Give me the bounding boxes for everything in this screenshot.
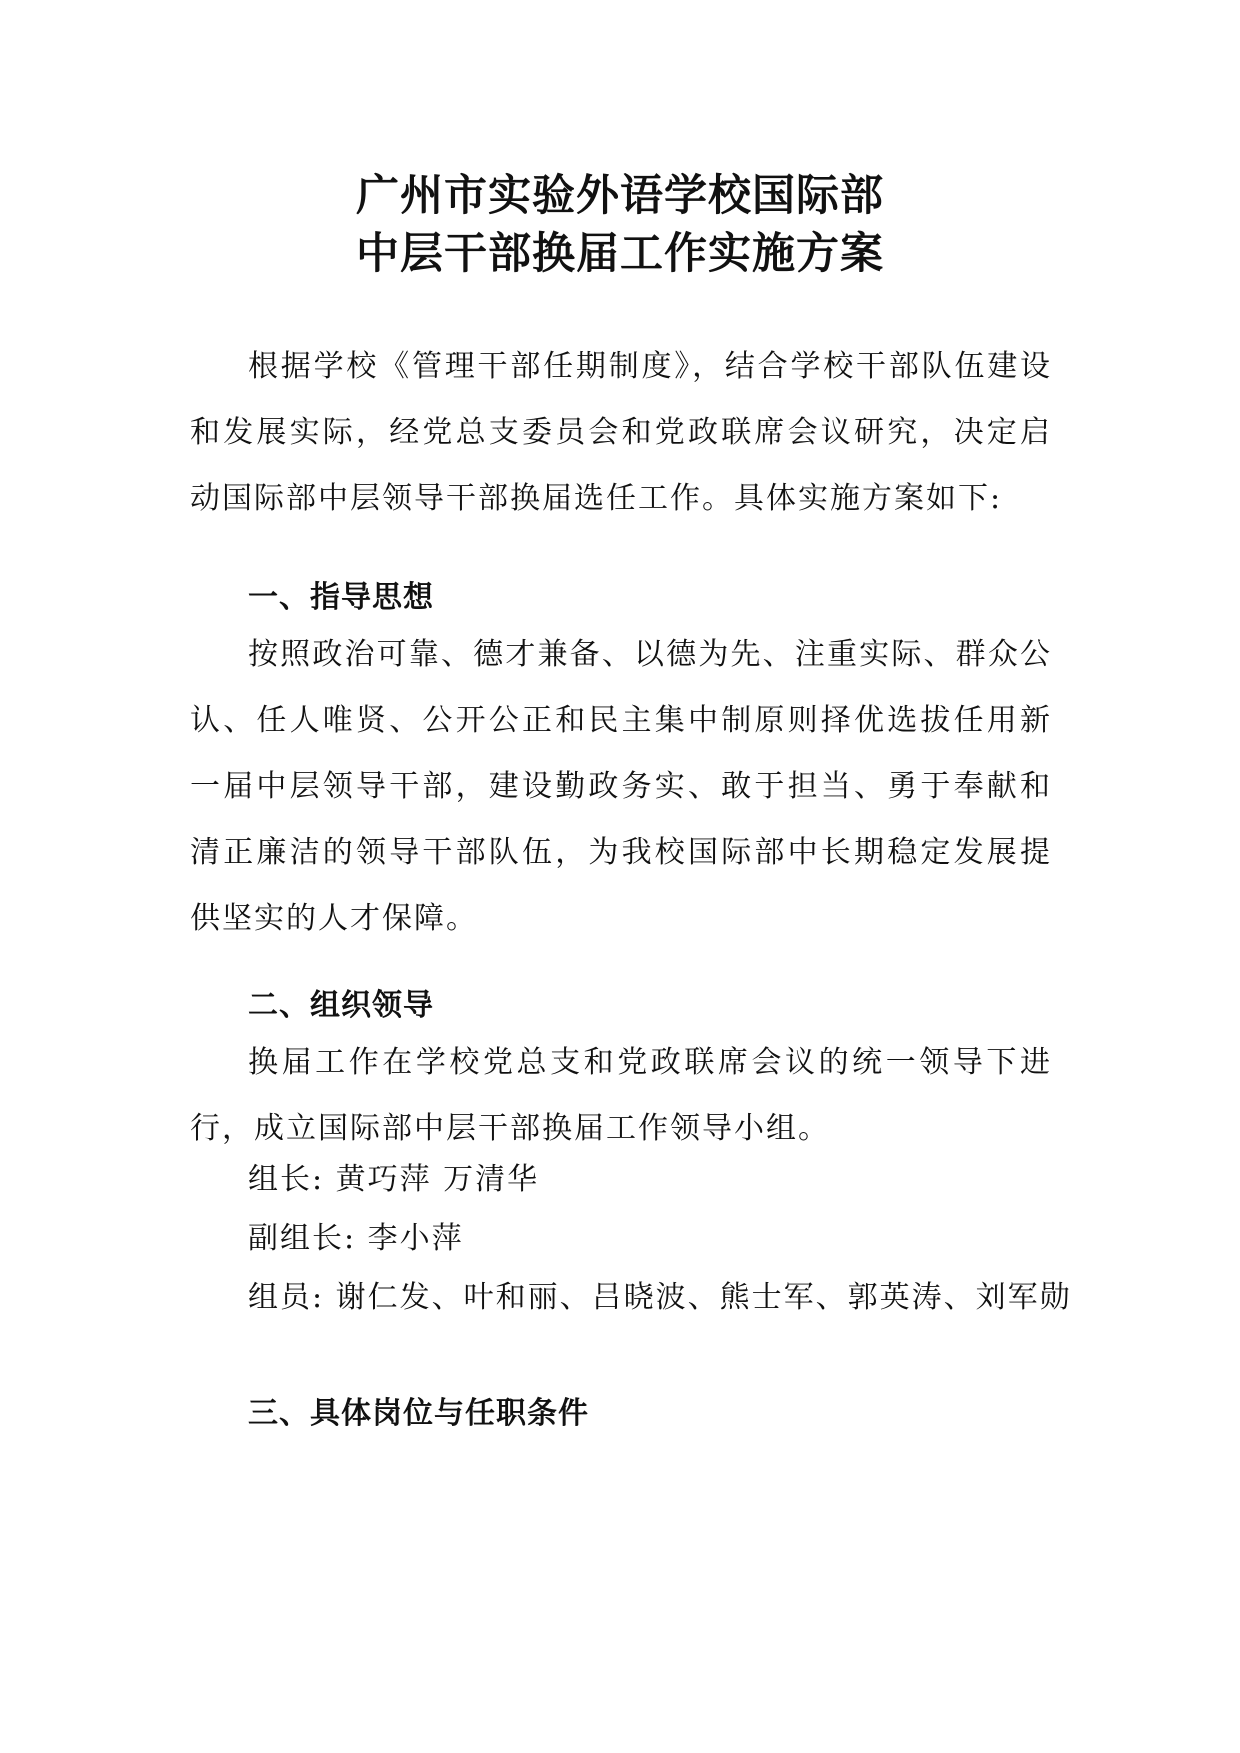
section-body-guiding-ideology: 按照政治可靠、德才兼备、以德为先、注重实际、群众公认、任人唯贤、公开公正和民主集中制原则择优选拔任用新一届中层领导干部，建设勤政务实、敢于担当、勇于奉献和清正廉洁的领导干部队伍，为我校国际部中长期稳定发展提供坚实的人才保障。: [190, 637, 1052, 936]
intro-paragraph: 根据学校《管理干部任期制度》，结合学校干部队伍建设和发展实际，经党总支委员会和党政联席会议研究，决定启动国际部中层领导干部换届选任工作。具体实施方案如下:: [190, 349, 1052, 516]
section-heading-organization: 二、组织领导: [248, 988, 434, 1023]
section-heading-positions: 三、具体岗位与任职条件: [248, 1396, 589, 1431]
section-body-organization: 换届工作在学校党总支和党政联席会议的统一领导下进行，成立国际部中层干部换届工作领导小组。: [190, 1045, 1052, 1146]
document-title-line-1: 广州市实验外语学校国际部: [356, 171, 884, 221]
group-leader-line: 组长: 黄巧萍 万清华: [248, 1162, 540, 1197]
section-heading-guiding-ideology: 一、指导思想: [248, 580, 434, 615]
deputy-leader-line: 副组长: 李小萍: [248, 1221, 464, 1256]
document-title-line-2: 中层干部换届工作实施方案: [356, 229, 884, 279]
group-members-line: 组员: 谢仁发、叶和丽、吕晓波、熊士军、郭英涛、刘军勋: [248, 1280, 1072, 1315]
